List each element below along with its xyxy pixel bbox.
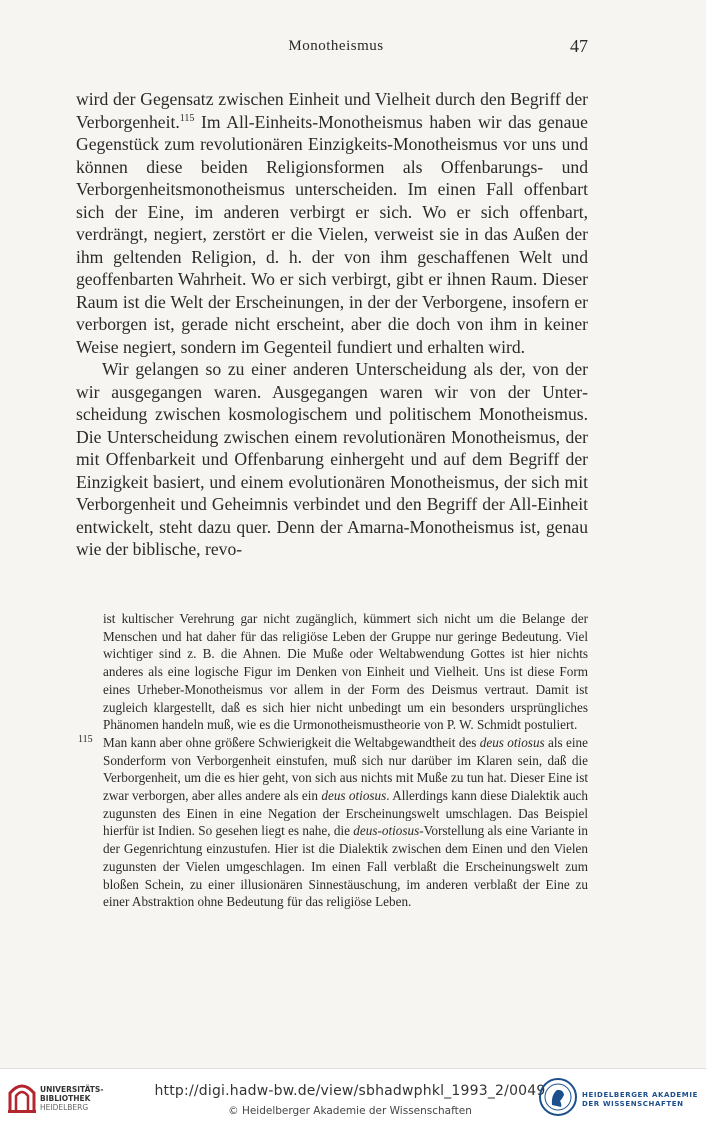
logo-line-2: BIBLIOTHEK: [40, 1094, 91, 1103]
library-arch-icon: [8, 1081, 36, 1113]
footnote-115: 115 Man kann aber ohne größere Schwierigkeit die Weltabgewandtheit des deus otiosus als eine Sonderform von Verborgenheit einstufen, muß sich nur darüber im Klaren sein, daß die Verborgenheit, um die es hier geht, von sich aus nichts mit Muße zu tun hat. Dieser Eine ist zwar verborgen, aber alles andere als ein deus otiosus. Allerdings kann diese Dialektik auch zugunsten des Einen in eine Negation der Erscheinungswelt umschlagen. Das Beispiel hierfür ist Indien. So gesehen liegt es nahe, die deus-otiosus-Vorstellung als eine Variante in der Gegenrichtung einzustufen. Hier ist die Dialektik zwischen dem Einen und den Vielen zugunsten der Vielen umgeschlagen. Im einen Fall verblaßt die Erscheinungswelt zum bloßen Schein, zu einer illusionären Sinnestäuschung, im anderen verblaßt der Eine zu einer Abstraktion ohne Bedeutung für das religiöse Leben.: [78, 733, 588, 910]
viewer-footer: [0, 1068, 706, 1125]
footnote-continued: ist kultischer Verehrung gar nicht zugänglich, kümmert sich nicht um die Belange der Menschen und hat daher für das religiöse Leben der Gruppe nur geringe Bedeutung. Viel wichtiger sind z. B. die Ahnen. Die Muße oder Weltabwendung Gottes ist hier nichts anderes als eine logische Figur im Denken von Einheit und Vielheit. Uns ist diese Form eines Urheber-Monotheismus vor allem in der Form des Deismus vertraut. Damit ist zugleich klargestellt, daß es sich hier nicht unbedingt um ein besonders ursprüngliches Phänomen handeln muß, wie es die Urmonotheismustheorie von P. W. Schmidt postuliert.: [103, 611, 588, 733]
logo-line-1: UNIVERSITÄTS-: [40, 1085, 104, 1094]
main-text: [76, 88, 588, 561]
running-head: Monotheismus: [288, 38, 384, 54]
academy-logo[interactable]: [538, 1077, 700, 1119]
footnotes: [78, 610, 588, 911]
logo-line-3: HEIDELBERG: [40, 1103, 89, 1112]
footnote-ref-115[interactable]: 115: [179, 112, 195, 124]
academy-line-1: HEIDELBERGER AKADEMIE: [582, 1091, 698, 1099]
academy-line-2: DER WISSENSCHAFTEN: [582, 1100, 684, 1108]
footnote-number: 115: [78, 733, 93, 745]
page-number: 47: [570, 36, 588, 56]
paragraph-1: wird der Gegensatz zwischen Einheit und Vielheit durch den Begriff der Verborgenheit.$^{115}$ Im All-Einheits-Monotheismus haben wir das genaue Gegenstück zum revolutionären Einzigkeits-Monotheismus vor uns und können diese beiden Religionsformen als Offenbarungs- und Verborgenheitsmonotheismus unterscheiden. Im einen Fall offenbart sich der Eine, im anderen verbirgt er sich. Wo er sich offenbart, verdrängt, negiert, zerstört er die Vielen, verweist sie in das Außen der ihm geltenden Religion, d. h. der von ihm geschaffenen Welt und geoffenbarten Wahrheit. Wo er sich verbirgt, gibt er ihnen Raum. Dieser Raum ist die Welt der Erscheinungen, in der der Verborgene, insofern er verborgen ist, gerade nicht erscheint, aber die doch von ihm in keiner Weise negiert, sondern im Gegenteil fundiert und erhalten wird.: [76, 89, 588, 357]
paragraph-2: Wir gelangen so zu einer anderen Unterscheidung als der, von der wir ausgegangen waren. Ausgegangen waren wir von der Unterscheidung zwischen kosmologischem und politischem Monotheismus. Die Unterscheidung zwischen einem revolutionären Monotheismus, der mit Offenbarkeit und Offenbarung einhergeht und auf dem Begriff der Einzigkeit basiert, und einem evolutionären Monotheismus, der sich mit Verborgenheit und Geheimnis verbindet und den Begriff der All-Einheit entwickelt, steht dazu quer. Denn der Amarna-Monotheismus ist, genau wie der biblische, revo-: [76, 359, 588, 559]
university-library-logo[interactable]: [8, 1081, 128, 1117]
academy-seal-icon: [538, 1077, 578, 1117]
copyright-notice: © Heidelberger Akademie der Wissenschaften: [228, 1105, 472, 1117]
permalink-url[interactable]: http://digi.hadw-bw.de/view/sbhadwphkl_1993_2/0049: [154, 1083, 546, 1099]
